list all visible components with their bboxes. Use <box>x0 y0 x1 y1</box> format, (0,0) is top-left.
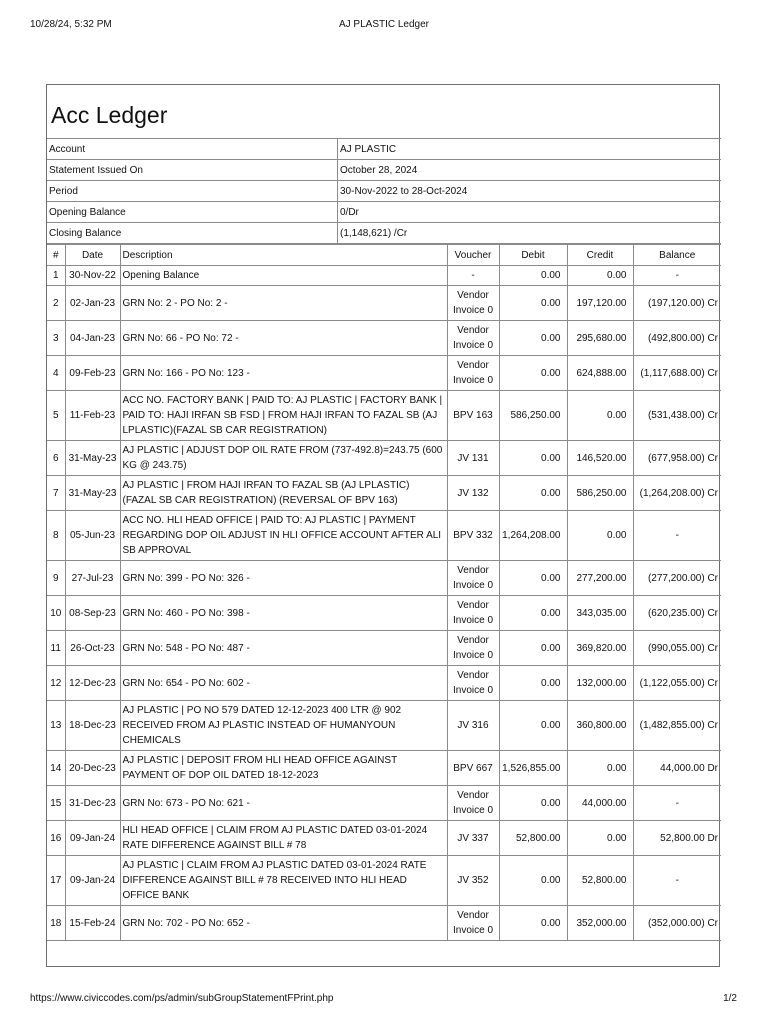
cell-voucher: JV 131 <box>447 441 499 476</box>
cell-description: GRN No: 460 - PO No: 398 - <box>120 596 447 631</box>
table-row <box>47 511 721 561</box>
cell-balance: - <box>633 266 721 286</box>
cell-no: 5 <box>47 391 65 441</box>
cell-debit: 0.00 <box>499 786 567 821</box>
ledger-table <box>47 244 721 941</box>
cell-balance: (1,482,855.00) Cr <box>633 701 721 751</box>
cell-credit: 0.00 <box>567 751 633 786</box>
cell-description: Opening Balance <box>120 266 447 286</box>
cell-balance: (197,120.00) Cr <box>633 286 721 321</box>
cell-date: 02-Jan-23 <box>65 286 120 321</box>
cell-no: 9 <box>47 561 65 596</box>
cell-no: 15 <box>47 786 65 821</box>
print-footer <box>0 993 768 1007</box>
cell-voucher: Vendor Invoice 0 <box>447 286 499 321</box>
cell-debit: 0.00 <box>499 666 567 701</box>
cell-balance: (990,055.00) Cr <box>633 631 721 666</box>
cell-no: 2 <box>47 286 65 321</box>
cell-voucher: JV 316 <box>447 701 499 751</box>
cell-description: GRN No: 166 - PO No: 123 - <box>120 356 447 391</box>
cell-credit: 369,820.00 <box>567 631 633 666</box>
account-info-row <box>47 202 721 223</box>
cell-date: 26-Oct-23 <box>65 631 120 666</box>
page-number: 1/2 <box>723 993 737 1004</box>
ledger-header-row <box>47 245 721 266</box>
cell-balance: (277,200.00) Cr <box>633 561 721 596</box>
table-row <box>47 631 721 666</box>
cell-description: AJ PLASTIC | ADJUST DOP OIL RATE FROM (737-492.8)=243.75 (600 KG @ 243.75) <box>120 441 447 476</box>
cell-debit: 0.00 <box>499 631 567 666</box>
table-row <box>47 391 721 441</box>
col-header-date: Date <box>65 245 120 266</box>
cell-debit: 0.00 <box>499 441 567 476</box>
col-header-description: Description <box>120 245 447 266</box>
cell-no: 18 <box>47 906 65 941</box>
table-row <box>47 856 721 906</box>
cell-no: 14 <box>47 751 65 786</box>
cell-debit: 52,800.00 <box>499 821 567 856</box>
cell-description: AJ PLASTIC | DEPOSIT FROM HLI HEAD OFFICE AGAINST PAYMENT OF DOP OIL DATED 18-12-2023 <box>120 751 447 786</box>
table-row <box>47 441 721 476</box>
cell-date: 09-Jan-24 <box>65 821 120 856</box>
col-header-no: # <box>47 245 65 266</box>
cell-credit: 360,800.00 <box>567 701 633 751</box>
cell-date: 08-Sep-23 <box>65 596 120 631</box>
cell-no: 16 <box>47 821 65 856</box>
cell-credit: 132,000.00 <box>567 666 633 701</box>
cell-description: GRN No: 654 - PO No: 602 - <box>120 666 447 701</box>
cell-description: AJ PLASTIC | FROM HAJI IRFAN TO FAZAL SB (AJ LPLASTIC) (FAZAL SB CAR REGISTRATION) (REVERSAL OF BPV 163) <box>120 476 447 511</box>
cell-debit: 586,250.00 <box>499 391 567 441</box>
cell-balance: (352,000.00) Cr <box>633 906 721 941</box>
col-header-debit: Debit <box>499 245 567 266</box>
cell-description: GRN No: 66 - PO No: 72 - <box>120 321 447 356</box>
cell-date: 27-Jul-23 <box>65 561 120 596</box>
cell-credit: 295,680.00 <box>567 321 633 356</box>
account-info-table <box>47 138 721 244</box>
cell-no: 1 <box>47 266 65 286</box>
cell-voucher: Vendor Invoice 0 <box>447 561 499 596</box>
cell-voucher: BPV 667 <box>447 751 499 786</box>
cell-debit: 0.00 <box>499 476 567 511</box>
info-label: Closing Balance <box>47 223 338 244</box>
cell-date: 31-May-23 <box>65 476 120 511</box>
cell-debit: 0.00 <box>499 906 567 941</box>
cell-credit: 624,888.00 <box>567 356 633 391</box>
cell-voucher: Vendor Invoice 0 <box>447 631 499 666</box>
cell-description: ACC NO. HLI HEAD OFFICE | PAID TO: AJ PLASTIC | PAYMENT REGARDING DOP OIL ADJUST IN HLI OFFICE ACCOUNT AFTER ALI SB APPROVAL <box>120 511 447 561</box>
print-datetime: 10/28/24, 5:32 PM <box>30 19 112 30</box>
table-row <box>47 701 721 751</box>
cell-balance: - <box>633 856 721 906</box>
cell-balance: 52,800.00 Dr <box>633 821 721 856</box>
info-label: Opening Balance <box>47 202 338 223</box>
print-header <box>0 19 768 33</box>
cell-date: 20-Dec-23 <box>65 751 120 786</box>
cell-balance: (531,438.00) Cr <box>633 391 721 441</box>
col-header-balance: Balance <box>633 245 721 266</box>
cell-debit: 0.00 <box>499 286 567 321</box>
cell-credit: 0.00 <box>567 821 633 856</box>
table-row <box>47 821 721 856</box>
cell-date: 11-Feb-23 <box>65 391 120 441</box>
cell-date: 09-Jan-24 <box>65 856 120 906</box>
cell-date: 18-Dec-23 <box>65 701 120 751</box>
cell-description: GRN No: 399 - PO No: 326 - <box>120 561 447 596</box>
cell-balance: (677,958.00) Cr <box>633 441 721 476</box>
cell-date: 31-May-23 <box>65 441 120 476</box>
cell-balance: - <box>633 511 721 561</box>
cell-voucher: JV 352 <box>447 856 499 906</box>
account-info-row <box>47 223 721 244</box>
cell-credit: 352,000.00 <box>567 906 633 941</box>
info-value: 0/Dr <box>338 202 722 223</box>
page-title: Acc Ledger <box>51 102 168 128</box>
account-info-row <box>47 181 721 202</box>
table-row <box>47 596 721 631</box>
col-header-voucher: Voucher <box>447 245 499 266</box>
cell-debit: 0.00 <box>499 561 567 596</box>
info-value: AJ PLASTIC <box>338 139 722 160</box>
cell-balance: (1,122,055.00) Cr <box>633 666 721 701</box>
cell-debit: 0.00 <box>499 701 567 751</box>
cell-description: HLI HEAD OFFICE | CLAIM FROM AJ PLASTIC DATED 03-01-2024 RATE DIFFERENCE AGAINST BILL # 78 <box>120 821 447 856</box>
cell-voucher: BPV 163 <box>447 391 499 441</box>
cell-no: 13 <box>47 701 65 751</box>
table-row <box>47 266 721 286</box>
cell-credit: 0.00 <box>567 511 633 561</box>
cell-credit: 44,000.00 <box>567 786 633 821</box>
print-url: https://www.civiccodes.com/ps/admin/subGroupStatementFPrint.php <box>30 993 334 1004</box>
cell-credit: 277,200.00 <box>567 561 633 596</box>
cell-description: GRN No: 673 - PO No: 621 - <box>120 786 447 821</box>
table-row <box>47 286 721 321</box>
cell-voucher: Vendor Invoice 0 <box>447 596 499 631</box>
info-label: Account <box>47 139 338 160</box>
cell-credit: 0.00 <box>567 266 633 286</box>
cell-date: 09-Feb-23 <box>65 356 120 391</box>
table-row <box>47 751 721 786</box>
cell-debit: 1,526,855.00 <box>499 751 567 786</box>
cell-voucher: Vendor Invoice 0 <box>447 321 499 356</box>
info-label: Statement Issued On <box>47 160 338 181</box>
cell-credit: 0.00 <box>567 391 633 441</box>
cell-balance: 44,000.00 Dr <box>633 751 721 786</box>
table-row <box>47 476 721 511</box>
cell-debit: 0.00 <box>499 266 567 286</box>
cell-description: AJ PLASTIC | CLAIM FROM AJ PLASTIC DATED 03-01-2024 RATE DIFFERENCE AGAINST BILL # 78 RECEIVED INTO HLI HEAD OFFICE BANK <box>120 856 447 906</box>
cell-credit: 197,120.00 <box>567 286 633 321</box>
account-info-row <box>47 160 721 181</box>
cell-date: 30-Nov-22 <box>65 266 120 286</box>
cell-voucher: BPV 332 <box>447 511 499 561</box>
info-value: (1,148,621) /Cr <box>338 223 722 244</box>
cell-balance: (620,235.00) Cr <box>633 596 721 631</box>
cell-voucher: JV 337 <box>447 821 499 856</box>
cell-date: 12-Dec-23 <box>65 666 120 701</box>
cell-no: 3 <box>47 321 65 356</box>
cell-voucher: Vendor Invoice 0 <box>447 356 499 391</box>
cell-debit: 0.00 <box>499 356 567 391</box>
table-row <box>47 906 721 941</box>
cell-no: 12 <box>47 666 65 701</box>
table-row <box>47 561 721 596</box>
cell-credit: 52,800.00 <box>567 856 633 906</box>
ledger-frame <box>46 84 720 967</box>
cell-balance: (492,800.00) Cr <box>633 321 721 356</box>
cell-debit: 1,264,208.00 <box>499 511 567 561</box>
cell-credit: 146,520.00 <box>567 441 633 476</box>
table-row <box>47 321 721 356</box>
cell-voucher: - <box>447 266 499 286</box>
info-label: Period <box>47 181 338 202</box>
info-value: 30-Nov-2022 to 28-Oct-2024 <box>338 181 722 202</box>
cell-voucher: Vendor Invoice 0 <box>447 906 499 941</box>
cell-date: 15-Feb-24 <box>65 906 120 941</box>
cell-description: GRN No: 2 - PO No: 2 - <box>120 286 447 321</box>
cell-balance: (1,264,208.00) Cr <box>633 476 721 511</box>
col-header-credit: Credit <box>567 245 633 266</box>
cell-description: GRN No: 548 - PO No: 487 - <box>120 631 447 666</box>
cell-no: 17 <box>47 856 65 906</box>
cell-balance: (1,117,688.00) Cr <box>633 356 721 391</box>
info-value: October 28, 2024 <box>338 160 722 181</box>
cell-no: 11 <box>47 631 65 666</box>
table-row <box>47 356 721 391</box>
table-row <box>47 666 721 701</box>
cell-no: 4 <box>47 356 65 391</box>
cell-debit: 0.00 <box>499 856 567 906</box>
cell-debit: 0.00 <box>499 321 567 356</box>
cell-date: 05-Jun-23 <box>65 511 120 561</box>
cell-no: 10 <box>47 596 65 631</box>
cell-description: AJ PLASTIC | PO NO 579 DATED 12-12-2023 400 LTR @ 902 RECEIVED FROM AJ PLASTIC INSTEAD OF HUMANYOUN CHEMICALS <box>120 701 447 751</box>
cell-date: 04-Jan-23 <box>65 321 120 356</box>
cell-voucher: Vendor Invoice 0 <box>447 786 499 821</box>
cell-credit: 343,035.00 <box>567 596 633 631</box>
cell-voucher: Vendor Invoice 0 <box>447 666 499 701</box>
cell-no: 8 <box>47 511 65 561</box>
cell-date: 31-Dec-23 <box>65 786 120 821</box>
cell-balance: - <box>633 786 721 821</box>
cell-no: 7 <box>47 476 65 511</box>
cell-debit: 0.00 <box>499 596 567 631</box>
cell-description: GRN No: 702 - PO No: 652 - <box>120 906 447 941</box>
table-row <box>47 786 721 821</box>
account-info-row <box>47 139 721 160</box>
cell-voucher: JV 132 <box>447 476 499 511</box>
cell-no: 6 <box>47 441 65 476</box>
cell-description: ACC NO. FACTORY BANK | PAID TO: AJ PLASTIC | FACTORY BANK | PAID TO: HAJI IRFAN SB FSD | FROM HAJI IRFAN TO FAZAL SB (AJ LPLASTIC)(FAZAL SB CAR REGISTRATION) <box>120 391 447 441</box>
cell-credit: 586,250.00 <box>567 476 633 511</box>
print-doc-title: AJ PLASTIC Ledger <box>338 19 430 30</box>
